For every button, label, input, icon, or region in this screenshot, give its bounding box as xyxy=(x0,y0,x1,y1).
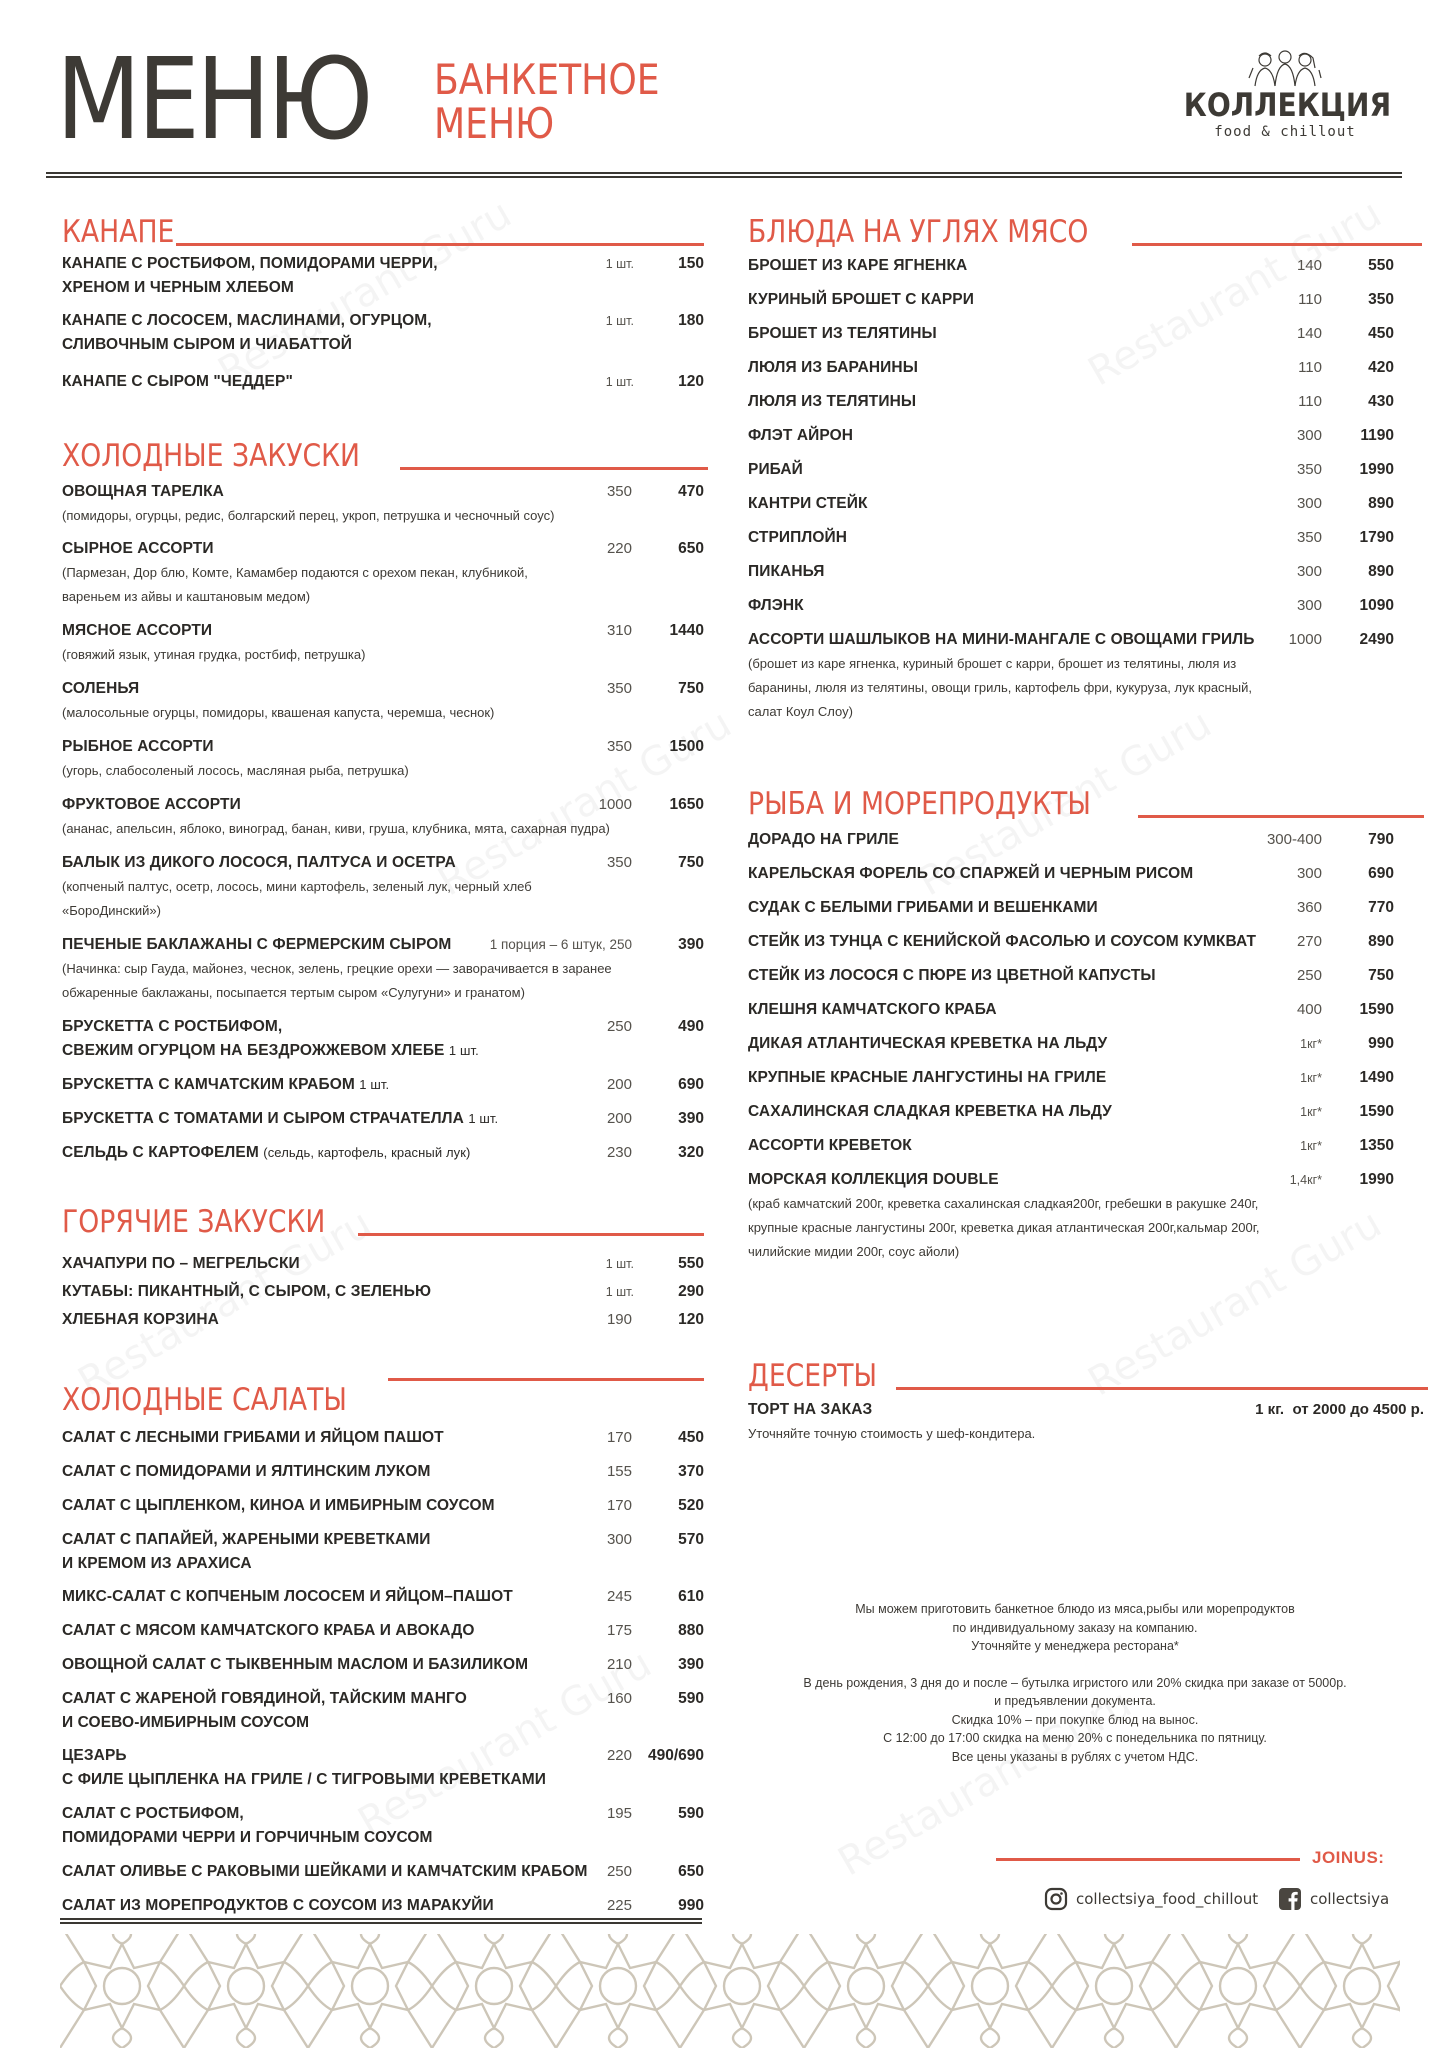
section-title: ДЕСЕРТЫ xyxy=(748,1358,878,1394)
item-price: 990 xyxy=(1368,1035,1394,1052)
menu-item: САЛАТ ИЗ МОРЕПРОДУКТОВ С СОУСОМ ИЗ МАРАКУЙИ 225 990 xyxy=(62,1894,704,1918)
menu-item: ТОРТ НА ЗАКАЗ Уточняйте точную стоимость у шеф-кондитера. 1 кг. от 2000 до 4500 р. xyxy=(748,1398,1388,1446)
item-weight: 175 xyxy=(606,1622,632,1639)
joinus-label: JOINUS: xyxy=(1312,1848,1385,1867)
menu-item: СТЕЙК ИЗ ЛОСОСЯ С ПЮРЕ ИЗ ЦВЕТНОЙ КАПУСТЫ 250 750 xyxy=(748,964,1388,988)
item-weight: 1 шт. xyxy=(605,1257,634,1271)
menu-item: ФЛЭТ АЙРОН 300 1190 xyxy=(748,424,1388,448)
menu-item: РЫБНОЕ АССОРТИ (угорь, слабосоленый лосось, масляная рыба, петрушка) 350 1500 xyxy=(62,735,704,783)
item-weight: 300 xyxy=(1296,865,1322,882)
item-weight: 300 xyxy=(606,1531,632,1548)
section-cold-salads xyxy=(62,1378,704,1418)
item-weight: 1,4кг* xyxy=(1289,1173,1322,1187)
section-hot-starters xyxy=(62,1200,704,1240)
item-price: 890 xyxy=(1368,495,1394,512)
joinus-divider xyxy=(996,1858,1300,1861)
section-cold-starters xyxy=(62,434,704,474)
section-underline xyxy=(1138,815,1424,818)
menu-item: КАНАПЕ С СЫРОМ "ЧЕДДЕР" 1 шт. 120 xyxy=(62,370,704,394)
menu-item: СЕЛЬДЬ С КАРТОФЕЛЕМ (сельдь, картофель, красный лук) 230 320 xyxy=(62,1141,704,1165)
item-price: 320 xyxy=(678,1144,704,1161)
menu-item: РИБАЙ 350 1990 xyxy=(748,458,1388,482)
menu-item: СТРИПЛОЙН 350 1790 xyxy=(748,526,1388,550)
instagram-icon xyxy=(1044,1887,1068,1911)
item-price: 490 xyxy=(678,1018,704,1035)
logo xyxy=(1170,48,1400,140)
item-price: 770 xyxy=(1368,899,1394,916)
facebook-link[interactable]: collectsiya xyxy=(1278,1886,1389,1912)
menu-item: КУТАБЫ: ПИКАНТНЫЙ, С СЫРОМ, С ЗЕЛЕНЬЮ 1 шт. 290 xyxy=(62,1280,704,1304)
menu-item: КАНТРИ СТЕЙК 300 890 xyxy=(748,492,1388,516)
item-price: 1650 xyxy=(669,796,704,813)
item-weight: 160 xyxy=(606,1690,632,1707)
item-price: 390 xyxy=(678,1110,704,1127)
menu-item: КЛЕШНЯ КАМЧАТСКОГО КРАБА 400 1590 xyxy=(748,998,1388,1022)
item-price: 1590 xyxy=(1359,1001,1394,1018)
section-kanape xyxy=(62,210,704,250)
menu-item: ЛЮЛЯ ИЗ БАРАНИНЫ 110 420 xyxy=(748,356,1388,380)
footer-divider xyxy=(60,1918,702,1924)
item-weight: 300 xyxy=(1296,597,1322,614)
item-price: 1500 xyxy=(669,738,704,755)
item-weight: 110 xyxy=(1298,393,1322,410)
item-price: 550 xyxy=(1368,257,1394,274)
logo-tagline: food & chillout xyxy=(1214,124,1356,140)
item-price: 350 xyxy=(1368,291,1394,308)
item-price: 590 xyxy=(678,1805,704,1822)
item-weight: 1 шт. xyxy=(605,375,634,389)
item-weight: 1 шт. xyxy=(605,314,634,328)
menu-item: КАРЕЛЬСКАЯ ФОРЕЛЬ СО СПАРЖЕЙ И ЧЕРНЫМ РИСОМ 300 690 xyxy=(748,862,1388,886)
item-weight: 110 xyxy=(1298,291,1322,308)
item-price: 750 xyxy=(678,854,704,871)
menu-item: БРУСКЕТТА С РОСТБИФОМ, СВЕЖИМ ОГУРЦОМ НА БЕЗДРОЖЖЕВОМ ХЛЕБЕ 1 шт. 250 490 xyxy=(62,1015,704,1063)
menu-item: ДОРАДО НА ГРИЛЕ 300-400 790 xyxy=(748,828,1388,852)
menu-item: ПИКАНЬЯ 300 890 xyxy=(748,560,1388,584)
menu-item: СЫРНОЕ АССОРТИ (Пармезан, Дор блю, Комте, Камамбер подаются с орехом пекан, клубникой, вареньем из айвы и каштановым медом) 220 650 xyxy=(62,537,704,609)
item-weight: 140 xyxy=(1296,257,1322,274)
menu-item: КАНАПЕ С ЛОСОСЕМ, МАСЛИНАМИ, ОГУРЦОМ, СЛИВОЧНЫМ СЫРОМ И ЧИАБАТТОЙ 1 шт. 180 xyxy=(62,309,704,357)
item-weight: 1кг* xyxy=(1300,1105,1322,1119)
item-price: 1490 xyxy=(1359,1069,1394,1086)
item-price: 750 xyxy=(678,680,704,697)
item-price: 450 xyxy=(678,1429,704,1446)
section-title: БЛЮДА НА УГЛЯХ МЯСО xyxy=(748,214,1089,250)
menu-item: ХЛЕБНАЯ КОРЗИНА 190 120 xyxy=(62,1308,704,1332)
menu-item: МИКС-САЛАТ С КОПЧЕНЫМ ЛОСОСЕМ И ЯЙЦОМ–ПАШОТ 245 610 xyxy=(62,1585,704,1609)
menu-item: ХАЧАПУРИ ПО – МЕГРЕЛЬСКИ 1 шт. 550 xyxy=(62,1252,704,1276)
item-price: 790 xyxy=(1368,831,1394,848)
menu-item: САЛАТ С МЯСОМ КАМЧАТСКОГО КРАБА И АВОКАДО 175 880 xyxy=(62,1619,704,1643)
menu-item: САЛАТ С ЖАРЕНОЙ ГОВЯДИНОЙ, ТАЙСКИМ МАНГО И СОЕВО-ИМБИРНЫМ СОУСОМ 160 590 xyxy=(62,1687,704,1735)
item-price: 390 xyxy=(678,1656,704,1673)
item-weight: 170 xyxy=(606,1429,632,1446)
item-weight: 170 xyxy=(606,1497,632,1514)
item-price: 150 xyxy=(678,255,704,272)
item-price: 650 xyxy=(678,540,704,557)
item-weight: 140 xyxy=(1296,325,1322,342)
section-underline xyxy=(1132,243,1422,246)
instagram-link[interactable]: collectsiya_food_chillout xyxy=(1044,1886,1258,1912)
menu-item: БРУСКЕТТА С ТОМАТАМИ И СЫРОМ СТРАЧАТЕЛЛА 1 шт. 200 390 xyxy=(62,1107,704,1131)
subtitle-line-2: МЕНЮ xyxy=(434,99,555,148)
item-weight: 225 xyxy=(606,1897,632,1914)
logo-name: КОЛЛЕКЦИЯ xyxy=(1183,86,1392,124)
section-underline xyxy=(176,243,704,246)
item-weight: 200 xyxy=(606,1076,632,1093)
item-price: 520 xyxy=(678,1497,704,1514)
item-weight: 250 xyxy=(606,1018,632,1035)
menu-item: ОВОЩНОЙ САЛАТ С ТЫКВЕННЫМ МАСЛОМ И БАЗИЛИКОМ 210 390 xyxy=(62,1653,704,1677)
info-notes: Мы можем приготовить банкетное блюдо из мяса,рыбы или морепродуктов по индивидуальному заказу на компанию. Уточняйте у менеджера ресторана* В день рождения, 3 дня до и после – бутылка игристого или 20% скидка при заказе от 5000р. и предъявлении документа. Скидка 10% – при покупке блюд на вынос. С 12:00 до 17:00 скидка на меню 20% с понедельника по пятницу. Все цены указаны в рублях с учетом НДС. xyxy=(803,1602,1347,1764)
item-price: 490/690 xyxy=(647,1747,704,1764)
menu-item: АССОРТИ КРЕВЕТОК 1кг* 1350 xyxy=(748,1134,1388,1158)
item-weight: 1000 xyxy=(598,796,632,813)
item-price: 290 xyxy=(678,1283,704,1300)
menu-item: МЯСНОЕ АССОРТИ (говяжий язык, утиная грудка, ростбиф, петрушка) 310 1440 xyxy=(62,619,704,667)
item-weight: 220 xyxy=(606,1747,632,1764)
menu-item: САЛАТ С ЦЫПЛЕНКОМ, КИНОА И ИМБИРНЫМ СОУСОМ 170 520 xyxy=(62,1494,704,1518)
page-title: МЕНЮ xyxy=(56,35,370,165)
item-price: 390 xyxy=(678,936,704,953)
item-weight: 230 xyxy=(606,1144,632,1161)
menu-item: БРУСКЕТТА С КАМЧАТСКИМ КРАБОМ 1 шт. 200 690 xyxy=(62,1073,704,1097)
section-underline xyxy=(896,1387,1428,1390)
facebook-icon xyxy=(1278,1887,1302,1911)
menu-item: ЦЕЗАРЬ С ФИЛЕ ЦЫПЛЕНКА НА ГРИЛЕ / С ТИГРОВЫМИ КРЕВЕТКАМИ 220 490/690 xyxy=(62,1744,704,1792)
item-price: 450 xyxy=(1368,325,1394,342)
menu-item: АССОРТИ ШАШЛЫКОВ НА МИНИ-МАНГАЛЕ С ОВОЩАМИ ГРИЛЬ (брошет из каре ягненка, куриный брошет с карри, брошет из телятины, люля из баранины, люля из телятины, овощи гриль, картофель фри, кукуруза, лук красный, салат Коул Слоу) 1000 2490 xyxy=(748,628,1388,724)
item-weight: 1 шт. xyxy=(605,1285,634,1299)
menu-item: САЛАТ С ЛЕСНЫМИ ГРИБАМИ И ЯЙЦОМ ПАШОТ 170 450 xyxy=(62,1426,704,1450)
item-weight: 300 xyxy=(1296,495,1322,512)
subtitle-line-1: БАНКЕТНОЕ xyxy=(434,55,660,104)
item-weight: 250 xyxy=(1296,967,1322,984)
item-price: 370 xyxy=(678,1463,704,1480)
item-price: 1 кг. от 2000 до 4500 р. xyxy=(1255,1401,1424,1418)
item-weight: 1 порция – 6 штук, 250 xyxy=(489,937,632,952)
item-price: 1440 xyxy=(669,622,704,639)
menu-item: САХАЛИНСКАЯ СЛАДКАЯ КРЕВЕТКА НА ЛЬДУ 1кг* 1590 xyxy=(748,1100,1388,1124)
item-weight: 1 шт. xyxy=(605,257,634,271)
item-weight: 400 xyxy=(1296,1001,1322,1018)
item-price: 2490 xyxy=(1359,631,1394,648)
item-price: 590 xyxy=(678,1690,704,1707)
item-weight: 270 xyxy=(1296,933,1322,950)
menu-item: САЛАТ С РОСТБИФОМ, ПОМИДОРАМИ ЧЕРРИ И ГОРЧИЧНЫМ СОУСОМ 195 590 xyxy=(62,1802,704,1850)
menu-item: БАЛЫК ИЗ ДИКОГО ЛОСОСЯ, ПАЛТУСА И ОСЕТРА (копченый палтус, осетр, лосось, мини картофель, зеленый лук, черный хлеб «БороДинский») 350 750 xyxy=(62,851,704,923)
menu-item: САЛАТ ОЛИВЬЕ С РАКОВЫМИ ШЕЙКАМИ И КАМЧАТСКИМ КРАБОМ 250 650 xyxy=(62,1860,704,1884)
item-price: 420 xyxy=(1368,359,1394,376)
item-weight: 190 xyxy=(606,1311,632,1328)
item-price: 890 xyxy=(1368,933,1394,950)
menu-item: КУРИНЫЙ БРОШЕТ С КАРРИ 110 350 xyxy=(748,288,1388,312)
item-price: 1190 xyxy=(1360,427,1394,444)
item-weight: 210 xyxy=(606,1656,632,1673)
menu-item: БРОШЕТ ИЗ КАРЕ ЯГНЕНКА 140 550 xyxy=(748,254,1388,278)
section-desserts xyxy=(748,1354,1388,1394)
section-seafood xyxy=(748,782,1388,822)
item-price: 180 xyxy=(678,312,704,329)
item-weight: 300 xyxy=(1296,427,1322,444)
section-grill-meat xyxy=(748,210,1388,250)
section-title: РЫБА И МОРЕПРОДУКТЫ xyxy=(748,786,1091,822)
item-weight: 300 xyxy=(1296,563,1322,580)
item-price: 750 xyxy=(1368,967,1394,984)
item-price: 650 xyxy=(678,1863,704,1880)
menu-item: ЛЮЛЯ ИЗ ТЕЛЯТИНЫ 110 430 xyxy=(748,390,1388,414)
item-weight: 360 xyxy=(1296,899,1322,916)
item-weight: 300-400 xyxy=(1266,831,1322,848)
item-weight: 1кг* xyxy=(1300,1139,1322,1153)
item-price: 120 xyxy=(678,1311,704,1328)
item-price: 610 xyxy=(678,1588,704,1605)
menu-item: САЛАТ С ПОМИДОРАМИ И ЯЛТИНСКИМ ЛУКОМ 155 370 xyxy=(62,1460,704,1484)
header xyxy=(0,0,1448,180)
section-underline xyxy=(400,467,708,470)
item-price: 880 xyxy=(678,1622,704,1639)
menu-item: КАНАПЕ С РОСТБИФОМ, ПОМИДОРАМИ ЧЕРРИ, ХРЕНОМ И ЧЕРНЫМ ХЛЕБОМ 1 шт. 150 xyxy=(62,252,704,300)
menu-item: СОЛЕНЬЯ (малосольные огурцы, помидоры, квашеная капуста, черемша, чеснок) 350 750 xyxy=(62,677,704,725)
item-price: 1350 xyxy=(1359,1137,1394,1154)
menu-item: СУДАК С БЕЛЫМИ ГРИБАМИ И ВЕШЕНКАМИ 360 770 xyxy=(748,896,1388,920)
item-weight: 195 xyxy=(606,1805,632,1822)
menu-item: ПЕЧЕНЫЕ БАКЛАЖАНЫ С ФЕРМЕРСКИМ СЫРОМ (Начинка: сыр Гауда, майонез, чеснок, зелень, грецкие орехи — заворачивается в заранее обжаренные баклажаны, посыпается тертым сыром «Сулугуни» и гранатом) 1 порция – 6 штук, 250 390 xyxy=(62,933,704,1005)
item-price: 990 xyxy=(678,1897,704,1914)
item-weight: 200 xyxy=(606,1110,632,1127)
menu-item: ДИКАЯ АТЛАНТИЧЕСКАЯ КРЕВЕТКА НА ЛЬДУ 1кг* 990 xyxy=(748,1032,1388,1056)
item-price: 1790 xyxy=(1359,529,1394,546)
menu-item: БРОШЕТ ИЗ ТЕЛЯТИНЫ 140 450 xyxy=(748,322,1388,346)
header-divider xyxy=(46,172,1402,178)
page-subtitle xyxy=(434,55,660,148)
item-price: 690 xyxy=(678,1076,704,1093)
item-weight: 245 xyxy=(606,1588,632,1605)
menu-item: ОВОЩНАЯ ТАРЕЛКА (помидоры, огурцы, редис, болгарский перец, укроп, петрушка и чесночный соус) 350 470 xyxy=(62,480,704,528)
item-weight: 220 xyxy=(606,540,632,557)
item-price: 120 xyxy=(678,373,704,390)
menu-item: ФЛЭНК 300 1090 xyxy=(748,594,1388,618)
item-price: 690 xyxy=(1368,865,1394,882)
item-price: 1990 xyxy=(1359,461,1394,478)
item-weight: 350 xyxy=(606,483,632,500)
item-price: 890 xyxy=(1368,563,1394,580)
item-price: 1590 xyxy=(1359,1103,1394,1120)
ornament-pattern xyxy=(60,1934,1400,2048)
item-weight: 350 xyxy=(1296,529,1322,546)
item-price: 550 xyxy=(678,1255,704,1272)
menu-item: СТЕЙК ИЗ ТУНЦА С КЕНИЙСКОЙ ФАСОЛЬЮ И СОУСОМ КУМКВАТ 270 890 xyxy=(748,930,1388,954)
item-weight: 1кг* xyxy=(1300,1037,1322,1051)
section-title: КАНАПЕ xyxy=(62,214,175,250)
item-weight: 350 xyxy=(606,680,632,697)
section-underline xyxy=(358,1233,704,1236)
item-price: 570 xyxy=(678,1531,704,1548)
item-weight: 155 xyxy=(606,1463,632,1480)
section-title: ХОЛОДНЫЕ ЗАКУСКИ xyxy=(62,438,360,474)
item-weight: 250 xyxy=(606,1863,632,1880)
menu-item: ФРУКТОВОЕ АССОРТИ (ананас, апельсин, яблоко, виноград, банан, киви, груша, клубника, мята, сахарная пудра) 1000 1650 xyxy=(62,793,704,841)
menu-item: МОРСКАЯ КОЛЛЕКЦИЯ DOUBLE (краб камчатский 200г, креветка сахалинская сладкая200г, гребешки в ракушке 240г, крупные красные лангустины 200г, креветка дикая атлантическая 200г,кальмар 200г, чилийские мидии 200г, соус айоли) 1,4кг* 1990 xyxy=(748,1168,1388,1264)
item-price: 1990 xyxy=(1359,1171,1394,1188)
item-weight: 1кг* xyxy=(1300,1071,1322,1085)
item-weight: 1000 xyxy=(1288,631,1322,648)
item-price: 430 xyxy=(1368,393,1394,410)
item-weight: 310 xyxy=(606,622,632,639)
item-price: 470 xyxy=(678,483,704,500)
menu-item: КРУПНЫЕ КРАСНЫЕ ЛАНГУСТИНЫ НА ГРИЛЕ 1кг* 1490 xyxy=(748,1066,1388,1090)
section-title: ГОРЯЧИЕ ЗАКУСКИ xyxy=(62,1204,326,1240)
item-weight: 110 xyxy=(1298,359,1322,376)
logo-figures-icon xyxy=(1235,48,1335,88)
item-weight: 350 xyxy=(606,854,632,871)
item-weight: 350 xyxy=(606,738,632,755)
section-title: ХОЛОДНЫЕ САЛАТЫ xyxy=(62,1382,347,1418)
menu-item: САЛАТ С ПАПАЙЕЙ, ЖАРЕНЫМИ КРЕВЕТКАМИ И КРЕМОМ ИЗ АРАХИСА 300 570 xyxy=(62,1528,704,1576)
item-weight: 350 xyxy=(1296,461,1322,478)
item-price: 1090 xyxy=(1359,597,1394,614)
